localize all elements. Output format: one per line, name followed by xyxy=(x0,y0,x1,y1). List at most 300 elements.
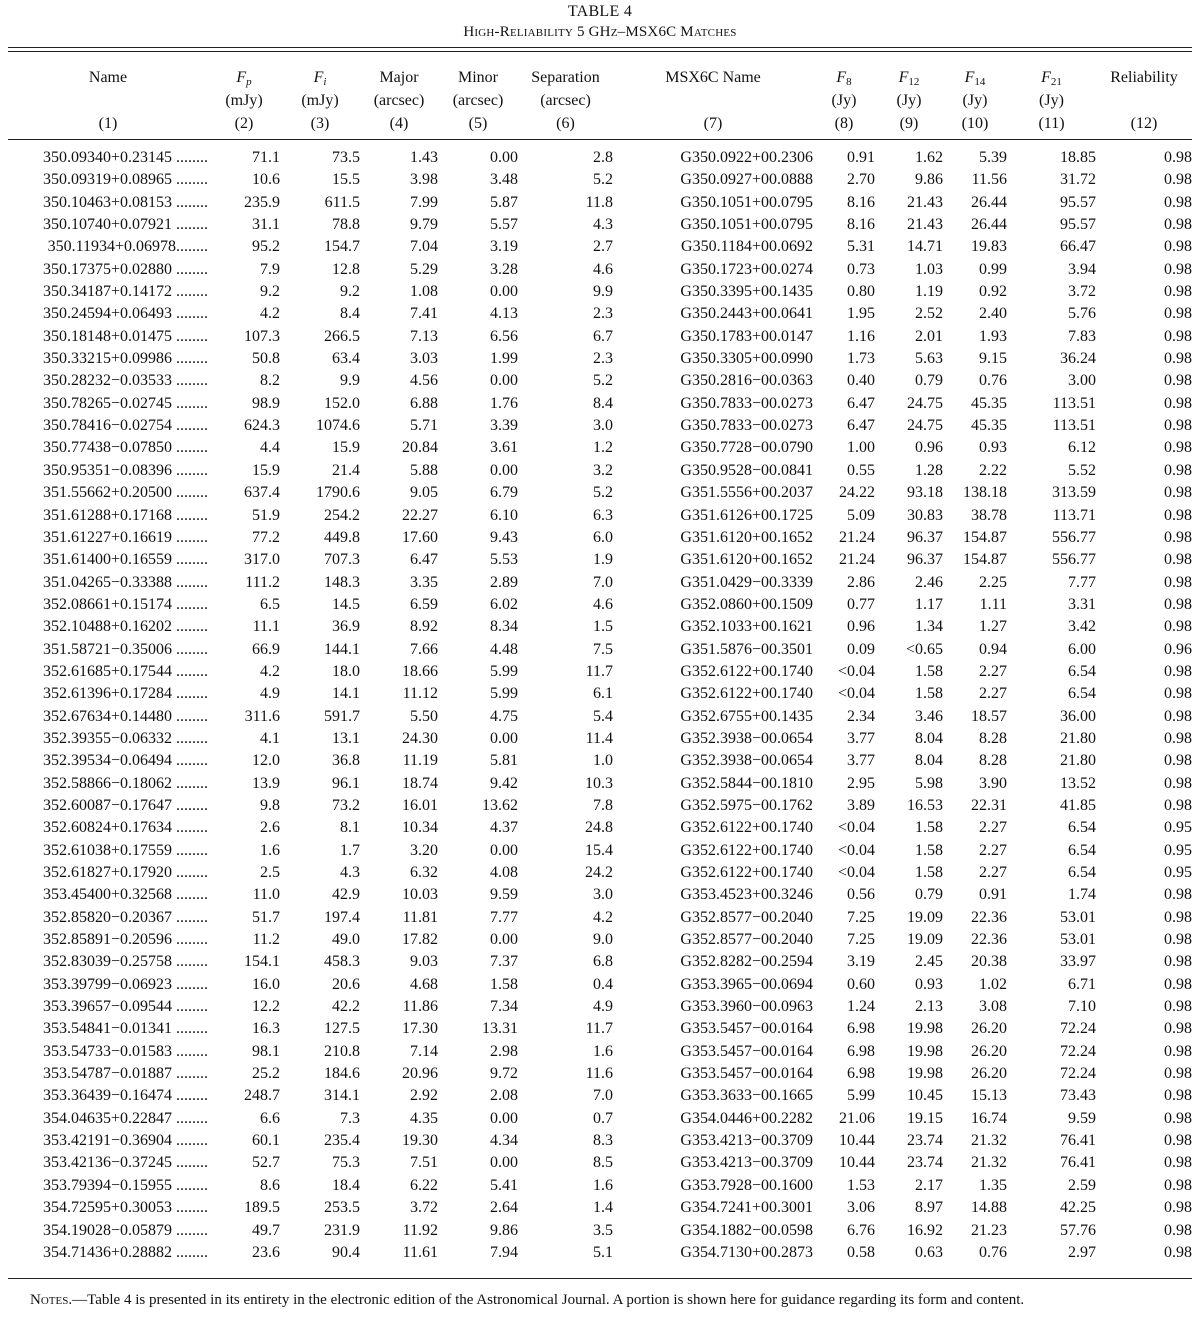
cell-major: 11.12 xyxy=(402,685,438,703)
cell-f8: 3.89 xyxy=(847,796,875,814)
cell-minor: 8.34 xyxy=(490,618,518,636)
cell-fp: 6.5 xyxy=(260,595,280,613)
col-name-unit xyxy=(8,89,208,112)
cell-msx6c-name: G351.6120+00.1652 xyxy=(680,528,813,546)
cell-f12: 8.04 xyxy=(915,729,943,747)
cell-f8: 3.06 xyxy=(847,1199,875,1217)
cell-reliability: 0.98 xyxy=(1164,439,1192,457)
cell-f21: 3.72 xyxy=(1068,283,1096,301)
cell-major: 19.30 xyxy=(402,1132,438,1150)
cell-separation: 9.9 xyxy=(593,283,613,301)
cell-name: 350.09340+0.23145 ........ xyxy=(42,149,208,166)
cell-msx6c-name: G350.7833−00.0273 xyxy=(680,417,813,435)
cell-f21: 72.24 xyxy=(1060,1042,1096,1060)
cell-f12: 1.17 xyxy=(915,595,943,613)
cell-separation: 4.2 xyxy=(593,908,613,926)
table-row xyxy=(8,907,1192,929)
cell-fi: 254.2 xyxy=(324,506,360,524)
cell-separation: 1.6 xyxy=(593,1176,613,1194)
cell-major: 18.66 xyxy=(402,662,438,680)
cell-f21: 6.54 xyxy=(1068,819,1096,837)
table-title: High-Reliability 5 GHz–MSX6C Matches xyxy=(463,24,737,40)
cell-minor: 0.00 xyxy=(490,729,518,747)
cell-f21: 21.80 xyxy=(1060,729,1096,747)
cell-f21: 113.51 xyxy=(1052,417,1096,435)
cell-msx6c-name: G350.1184+00.0692 xyxy=(681,238,813,256)
table-row xyxy=(8,1018,1192,1040)
cell-f14: 0.92 xyxy=(979,283,1007,301)
cell-fi: 15.9 xyxy=(332,439,360,457)
col-reliability-unit xyxy=(1096,89,1192,112)
table-row xyxy=(8,661,1192,683)
cell-minor: 5.41 xyxy=(490,1176,518,1194)
cell-minor: 2.98 xyxy=(490,1042,518,1060)
cell-f14: 2.27 xyxy=(979,685,1007,703)
cell-major: 9.05 xyxy=(410,484,438,502)
cell-minor: 3.19 xyxy=(490,238,518,256)
cell-f12: 1.58 xyxy=(915,864,943,881)
cell-minor: 0.00 xyxy=(490,931,518,949)
cell-f12: 93.18 xyxy=(907,484,943,502)
cell-f21: 3.94 xyxy=(1068,260,1096,278)
cell-msx6c-name: G350.0922+00.2306 xyxy=(680,149,813,166)
col-fi-unit: (mJy) xyxy=(301,92,339,109)
cell-fp: 31.1 xyxy=(252,216,280,234)
cell-f14: 21.32 xyxy=(971,1132,1007,1150)
cell-f14: 11.56 xyxy=(971,171,1007,189)
cell-reliability: 0.98 xyxy=(1164,372,1192,390)
cell-f21: 18.85 xyxy=(1060,149,1096,166)
cell-fi: 73.5 xyxy=(332,149,360,166)
cell-name: 350.11934+0.06978........ xyxy=(47,238,208,256)
cell-name: 352.58866−0.18062 ........ xyxy=(42,774,208,792)
cell-msx6c-name: G352.6122+00.1740 xyxy=(680,864,813,881)
cell-major: 9.03 xyxy=(410,953,438,971)
col-msx6c-unit xyxy=(613,89,813,112)
cell-msx6c-name: G354.1882−00.0598 xyxy=(680,1221,813,1239)
cell-reliability: 0.96 xyxy=(1164,640,1192,658)
cell-f14: 2.25 xyxy=(979,573,1007,591)
cell-f14: 45.35 xyxy=(971,394,1007,412)
cell-f14: 18.57 xyxy=(971,707,1007,725)
cell-msx6c-name: G353.3960−00.0963 xyxy=(680,998,813,1016)
cell-msx6c-name: G351.0429−00.3339 xyxy=(680,573,813,591)
cell-reliability: 0.98 xyxy=(1164,260,1192,278)
table-row xyxy=(8,549,1192,571)
cell-f21: 6.12 xyxy=(1068,439,1096,457)
cell-separation: 11.4 xyxy=(585,729,613,747)
cell-f14: 1.27 xyxy=(979,618,1007,636)
cell-fp: 7.9 xyxy=(260,260,280,278)
cell-f21: 6.54 xyxy=(1068,662,1096,680)
cell-msx6c-name: G352.5975−00.1762 xyxy=(680,796,813,814)
cell-major: 6.47 xyxy=(410,551,438,569)
cell-minor: 0.00 xyxy=(490,1154,518,1172)
cell-name: 353.42191−0.36904 ........ xyxy=(42,1132,208,1150)
cell-minor: 5.87 xyxy=(490,193,518,211)
cell-f21: 31.72 xyxy=(1060,171,1096,189)
cell-name: 352.61396+0.17284 ........ xyxy=(42,685,208,703)
cell-f12: 24.75 xyxy=(907,394,943,412)
cell-msx6c-name: G350.3395+00.1435 xyxy=(680,283,813,301)
cell-fp: 11.0 xyxy=(252,886,280,904)
cell-f21: 2.59 xyxy=(1068,1176,1096,1194)
cell-f12: 3.46 xyxy=(915,707,943,725)
cell-f14: 15.13 xyxy=(971,1087,1007,1105)
cell-f12: 10.45 xyxy=(907,1087,943,1105)
cell-reliability: 0.98 xyxy=(1164,149,1192,166)
cell-fp: 12.0 xyxy=(252,752,280,770)
cell-minor: 4.37 xyxy=(490,819,518,837)
cell-f12: 0.93 xyxy=(915,975,943,993)
cell-reliability: 0.98 xyxy=(1164,1109,1192,1127)
col-f14-unit: (Jy) xyxy=(962,92,988,109)
cell-f8: 0.60 xyxy=(847,975,875,993)
cell-fi: 36.8 xyxy=(332,752,360,770)
cell-major: 22.27 xyxy=(402,506,438,524)
cell-msx6c-name: G353.7928−00.1600 xyxy=(680,1176,813,1194)
cell-f12: 21.43 xyxy=(907,193,943,211)
cell-separation: 5.4 xyxy=(593,707,613,725)
table-row xyxy=(8,1063,1192,1085)
cell-reliability: 0.98 xyxy=(1164,1087,1192,1105)
cell-minor: 5.99 xyxy=(490,662,518,680)
cell-minor: 2.08 xyxy=(490,1087,518,1105)
cell-name: 354.72595+0.30053 ........ xyxy=(42,1199,208,1217)
cell-f21: 6.54 xyxy=(1068,864,1096,881)
cell-f8: 0.91 xyxy=(847,149,875,166)
cell-f21: 1.74 xyxy=(1068,886,1096,904)
header-row-numbers xyxy=(8,112,1192,143)
cell-f14: 0.76 xyxy=(979,372,1007,390)
cell-separation: 15.4 xyxy=(585,841,613,859)
col-f8-unit: (Jy) xyxy=(831,92,857,109)
cell-fi: 14.5 xyxy=(332,595,360,613)
cell-separation: 1.0 xyxy=(593,752,613,770)
cell-f8: 10.44 xyxy=(839,1132,875,1150)
cell-f21: 6.71 xyxy=(1068,975,1096,993)
cell-fi: 144.1 xyxy=(324,640,360,658)
cell-fp: 60.1 xyxy=(252,1132,280,1150)
cell-f14: 0.93 xyxy=(979,439,1007,457)
cell-separation: 9.0 xyxy=(593,931,613,949)
cell-separation: 7.8 xyxy=(593,796,613,814)
header-row-units xyxy=(8,89,1192,112)
cell-minor: 4.34 xyxy=(490,1132,518,1150)
cell-major: 11.86 xyxy=(402,998,438,1016)
cell-name: 350.10463+0.08153 ........ xyxy=(42,193,208,211)
cell-minor: 7.94 xyxy=(490,1243,518,1261)
cell-reliability: 0.98 xyxy=(1164,305,1192,323)
cell-f21: 7.10 xyxy=(1068,998,1096,1016)
cell-minor: 4.13 xyxy=(490,305,518,323)
cell-f8: 7.25 xyxy=(847,908,875,926)
cell-f12: 2.01 xyxy=(915,327,943,345)
cell-fi: 8.4 xyxy=(340,305,360,323)
cell-separation: 4.6 xyxy=(593,260,613,278)
cell-separation: 8.3 xyxy=(593,1132,613,1150)
cell-fi: 154.7 xyxy=(324,238,360,256)
cell-major: 20.96 xyxy=(402,1065,438,1083)
cell-f14: 19.83 xyxy=(971,238,1007,256)
cell-fp: 235.9 xyxy=(244,193,280,211)
cell-fp: 8.2 xyxy=(260,372,280,390)
cell-separation: 2.8 xyxy=(593,149,613,166)
table-row xyxy=(8,1041,1192,1063)
cell-f12: 1.58 xyxy=(915,685,943,703)
cell-f8: 6.98 xyxy=(847,1065,875,1083)
table-row xyxy=(8,773,1192,795)
table-row xyxy=(8,460,1192,482)
cell-f14: 3.90 xyxy=(979,774,1007,792)
cell-name: 354.19028−0.05879 ........ xyxy=(42,1221,208,1239)
cell-f21: 6.00 xyxy=(1068,640,1096,658)
cell-name: 350.78265−0.02745 ........ xyxy=(42,394,208,412)
col-name-number: (1) xyxy=(98,115,118,132)
cell-name: 350.34187+0.14172 ........ xyxy=(42,283,208,301)
cell-reliability: 0.98 xyxy=(1164,662,1192,680)
cell-minor: 9.43 xyxy=(490,528,518,546)
cell-f14: 22.36 xyxy=(971,908,1007,926)
cell-minor: 7.37 xyxy=(490,953,518,971)
cell-major: 3.98 xyxy=(410,171,438,189)
cell-reliability: 0.98 xyxy=(1164,796,1192,814)
cell-f21: 556.77 xyxy=(1052,551,1096,569)
cell-fi: 75.3 xyxy=(332,1154,360,1172)
cell-f12: 8.97 xyxy=(915,1199,943,1217)
cell-name: 351.58721−0.35006 ........ xyxy=(42,640,208,658)
cell-name: 353.54733−0.01583 ........ xyxy=(42,1042,208,1060)
cell-minor: 0.00 xyxy=(490,841,518,859)
cell-reliability: 0.98 xyxy=(1164,685,1192,703)
col-major-number: (4) xyxy=(389,115,409,132)
cell-name: 352.10488+0.16202 ........ xyxy=(42,618,208,636)
cell-msx6c-name: G353.5457−00.0164 xyxy=(680,1065,813,1083)
cell-f8: 0.58 xyxy=(847,1243,875,1261)
cell-f12: 16.92 xyxy=(907,1221,943,1239)
cell-f8: 21.06 xyxy=(839,1109,875,1127)
col-major-unit: (arcsec) xyxy=(373,92,425,109)
cell-f8: 3.77 xyxy=(847,752,875,770)
cell-f12: 0.79 xyxy=(915,886,943,904)
cell-msx6c-name: G351.6120+00.1652 xyxy=(680,551,813,569)
cell-separation: 3.5 xyxy=(593,1221,613,1239)
cell-name: 350.28232−0.03533 ........ xyxy=(42,372,208,390)
table-row xyxy=(8,1152,1192,1174)
cell-f14: 26.20 xyxy=(971,1020,1007,1038)
cell-reliability: 0.98 xyxy=(1164,931,1192,949)
cell-name: 350.10740+0.07921 ........ xyxy=(42,216,208,234)
cell-f12: 8.04 xyxy=(915,752,943,770)
cell-msx6c-name: G350.7833−00.0273 xyxy=(680,394,813,412)
cell-msx6c-name: G352.8282−00.2594 xyxy=(680,953,813,971)
cell-f12: 19.98 xyxy=(907,1065,943,1083)
cell-f12: 16.53 xyxy=(907,796,943,814)
cell-fi: 20.6 xyxy=(332,975,360,993)
cell-fi: 1.7 xyxy=(340,841,360,859)
cell-msx6c-name: G352.0860+00.1509 xyxy=(680,595,813,613)
cell-name: 354.71436+0.28882 ........ xyxy=(42,1243,208,1261)
cell-separation: 5.2 xyxy=(593,484,613,502)
cell-name: 350.77438−0.07850 ........ xyxy=(42,439,208,457)
cell-f8: <0.04 xyxy=(837,864,875,881)
bottom-rule xyxy=(8,1278,1192,1279)
cell-major: 10.03 xyxy=(402,886,438,904)
cell-f8: 1.53 xyxy=(847,1176,875,1194)
cell-msx6c-name: G350.1051+00.0795 xyxy=(680,216,813,234)
cell-fp: 49.7 xyxy=(252,1221,280,1239)
top-rule-double xyxy=(8,51,1192,52)
cell-f12: 24.75 xyxy=(907,417,943,435)
col-reliability-label: Reliability xyxy=(1110,69,1178,86)
table-row xyxy=(8,1130,1192,1152)
table-row xyxy=(8,884,1192,906)
cell-separation: 7.5 xyxy=(593,640,613,658)
cell-separation: 4.9 xyxy=(593,998,613,1016)
table-row xyxy=(8,706,1192,728)
cell-reliability: 0.98 xyxy=(1164,729,1192,747)
cell-f21: 7.77 xyxy=(1068,573,1096,591)
cell-minor: 9.59 xyxy=(490,886,518,904)
cell-name: 352.67634+0.14480 ........ xyxy=(42,707,208,725)
cell-fi: 8.1 xyxy=(340,819,360,837)
table-caption xyxy=(0,0,1200,42)
cell-minor: 3.61 xyxy=(490,439,518,457)
cell-separation: 10.3 xyxy=(585,774,613,792)
table-row xyxy=(8,505,1192,527)
cell-fp: 317.0 xyxy=(244,551,280,569)
cell-major: 16.01 xyxy=(402,796,438,814)
cell-f8: 0.73 xyxy=(847,260,875,278)
cell-f21: 113.71 xyxy=(1052,506,1096,524)
cell-major: 11.61 xyxy=(402,1243,438,1261)
cell-fp: 624.3 xyxy=(244,417,280,435)
cell-separation: 8.4 xyxy=(593,394,613,412)
col-minor-number: (5) xyxy=(468,115,488,132)
cell-minor: 6.56 xyxy=(490,327,518,345)
cell-f14: 154.87 xyxy=(963,551,1007,569)
cell-major: 1.43 xyxy=(410,149,438,166)
cell-minor: 0.00 xyxy=(490,461,518,479)
col-fi-number: (3) xyxy=(310,115,330,132)
cell-fi: 15.5 xyxy=(332,171,360,189)
cell-f14: 38.78 xyxy=(971,506,1007,524)
cell-reliability: 0.95 xyxy=(1164,819,1192,837)
cell-f14: 8.28 xyxy=(979,729,1007,747)
cell-reliability: 0.98 xyxy=(1164,1243,1192,1261)
cell-minor: 5.53 xyxy=(490,551,518,569)
cell-fp: 13.9 xyxy=(252,774,280,792)
cell-f8: 0.55 xyxy=(847,461,875,479)
cell-f14: 1.93 xyxy=(979,327,1007,345)
cell-f12: 1.58 xyxy=(915,841,943,859)
cell-name: 352.85891−0.20596 ........ xyxy=(42,931,208,949)
cell-msx6c-name: G354.0446+00.2282 xyxy=(680,1109,813,1127)
table-row xyxy=(8,437,1192,459)
cell-name: 352.39355−0.06332 ........ xyxy=(42,729,208,747)
cell-major: 11.81 xyxy=(402,908,438,926)
cell-f12: 0.79 xyxy=(915,372,943,390)
cell-reliability: 0.98 xyxy=(1164,171,1192,189)
cell-msx6c-name: G352.1033+00.1621 xyxy=(680,618,813,636)
cell-fi: 9.9 xyxy=(340,372,360,390)
cell-major: 7.41 xyxy=(410,305,438,323)
cell-f21: 3.00 xyxy=(1068,372,1096,390)
cell-name: 353.39799−0.06923 ........ xyxy=(42,975,208,993)
cell-major: 1.08 xyxy=(410,283,438,301)
cell-f8: 6.98 xyxy=(847,1042,875,1060)
cell-separation: 5.2 xyxy=(593,372,613,390)
cell-fp: 51.7 xyxy=(252,908,280,926)
cell-f8: 8.16 xyxy=(847,216,875,234)
cell-fp: 189.5 xyxy=(244,1199,280,1217)
cell-f21: 21.80 xyxy=(1060,752,1096,770)
cell-fp: 2.5 xyxy=(260,864,280,881)
cell-f8: <0.04 xyxy=(837,662,875,680)
cell-major: 3.20 xyxy=(410,841,438,859)
cell-f14: 2.27 xyxy=(979,662,1007,680)
cell-major: 10.34 xyxy=(402,819,438,837)
cell-f12: 0.96 xyxy=(915,439,943,457)
cell-f8: 24.22 xyxy=(839,484,875,502)
cell-major: 4.56 xyxy=(410,372,438,390)
col-f21-number: (11) xyxy=(1038,115,1065,132)
cell-fp: 98.9 xyxy=(252,394,280,412)
cell-reliability: 0.98 xyxy=(1164,1154,1192,1172)
cell-major: 5.50 xyxy=(410,707,438,725)
cell-separation: 6.7 xyxy=(593,327,613,345)
cell-name: 353.45400+0.32568 ........ xyxy=(42,886,208,904)
cell-f8: 5.09 xyxy=(847,506,875,524)
cell-name: 351.61288+0.17168 ........ xyxy=(42,506,208,524)
table-row xyxy=(8,236,1192,258)
cell-minor: 9.72 xyxy=(490,1065,518,1083)
cell-separation: 7.0 xyxy=(593,1087,613,1105)
cell-f12: 2.52 xyxy=(915,305,943,323)
cell-fp: 107.3 xyxy=(244,327,280,345)
cell-f8: 6.76 xyxy=(847,1221,875,1239)
cell-reliability: 0.98 xyxy=(1164,484,1192,502)
table-row xyxy=(8,1197,1192,1219)
cell-minor: 3.48 xyxy=(490,171,518,189)
cell-f14: 2.22 xyxy=(979,461,1007,479)
cell-msx6c-name: G353.3965−00.0694 xyxy=(680,975,813,993)
cell-f8: 6.47 xyxy=(847,394,875,412)
cell-f8: 3.19 xyxy=(847,953,875,971)
cell-f14: 22.36 xyxy=(971,931,1007,949)
cell-minor: 3.28 xyxy=(490,260,518,278)
cell-separation: 6.1 xyxy=(593,685,613,703)
cell-f21: 72.24 xyxy=(1060,1065,1096,1083)
cell-f8: 2.70 xyxy=(847,171,875,189)
cell-fp: 52.7 xyxy=(252,1154,280,1172)
cell-major: 7.13 xyxy=(410,327,438,345)
cell-major: 6.59 xyxy=(410,595,438,613)
cell-separation: 1.6 xyxy=(593,1042,613,1060)
top-rule xyxy=(8,47,1192,48)
cell-fi: 591.7 xyxy=(324,707,360,725)
cell-fi: 96.1 xyxy=(332,774,360,792)
cell-f8: <0.04 xyxy=(837,819,875,837)
cell-msx6c-name: G352.8577−00.2040 xyxy=(680,931,813,949)
cell-f14: 3.08 xyxy=(979,998,1007,1016)
col-major-label: Major xyxy=(379,69,419,86)
cell-fp: 98.1 xyxy=(252,1042,280,1060)
cell-name: 352.60087−0.17647 ........ xyxy=(42,796,208,814)
cell-f14: 0.99 xyxy=(979,260,1007,278)
cell-f14: 21.23 xyxy=(971,1221,1007,1239)
cell-major: 5.29 xyxy=(410,260,438,278)
